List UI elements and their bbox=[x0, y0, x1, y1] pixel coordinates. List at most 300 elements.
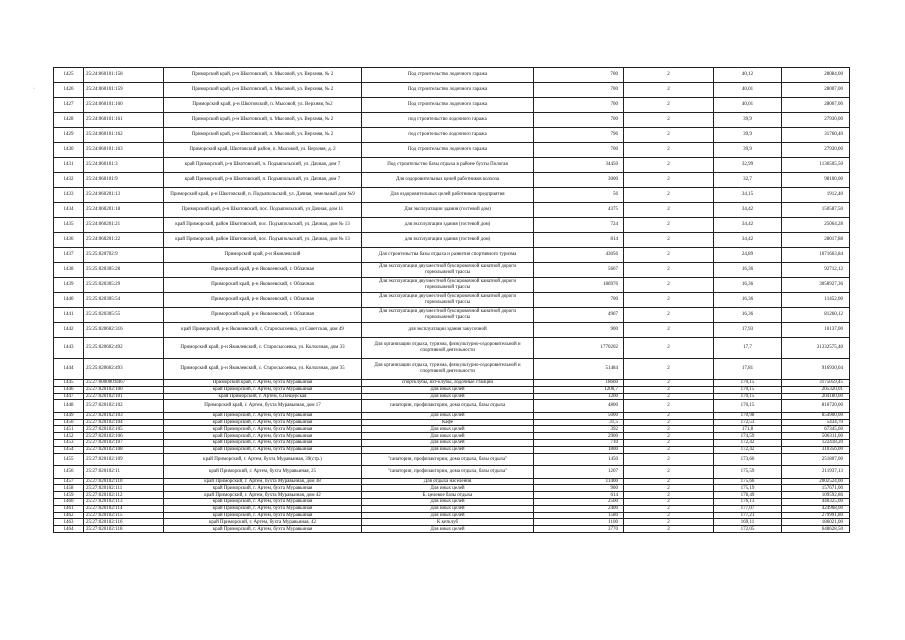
cell-cadastral-number: 25:24:060201:21 bbox=[84, 218, 164, 233]
cell-cadastral-number: 25:27:020102:103 bbox=[84, 412, 164, 419]
cell-row-number: 1455 bbox=[54, 453, 84, 466]
cell-cadastral-number: 25:27:020102:116 bbox=[84, 519, 164, 526]
cell-category-code: 2 bbox=[624, 293, 714, 308]
cell-category-code: 2 bbox=[624, 393, 714, 400]
cell-permitted-use: Для эксплуатации двухместной буксировочной канатной дороги горнолыжной трассы bbox=[362, 308, 534, 323]
cell-cadastral-number: 25:27:020102:104 bbox=[84, 419, 164, 426]
cell-specific-value: 170,15 bbox=[714, 386, 782, 393]
table-row bbox=[54, 426, 850, 433]
cell-area: 4967 bbox=[534, 308, 624, 323]
cell-address: край Приморский, район Шкотовский, пос. Подъяпольский, ул. Дачная, дом № 13 bbox=[164, 233, 362, 248]
cell-cadastral-number: 25:25:020702:9 bbox=[84, 248, 164, 263]
cell-permitted-use: Для иных целей bbox=[362, 485, 534, 492]
cell-permitted-use: под строительство лодочного гаража bbox=[362, 128, 534, 143]
cell-area: 900 bbox=[534, 323, 624, 338]
cell-cadastral-number: 25:25:020602:316 bbox=[84, 323, 164, 338]
table-row bbox=[54, 386, 850, 393]
cell-address: край Приморский, р-н Шкотовский, п. Подъяпольский, ул. Дачная, дом 7 bbox=[164, 158, 362, 173]
cell-permitted-use: санатории, профилактории, дома отдыха, базы отдыха bbox=[362, 400, 534, 413]
cell-category-code: 2 bbox=[624, 278, 714, 293]
cell-area: 700 bbox=[534, 293, 624, 308]
table-row bbox=[54, 519, 850, 526]
cell-category-code: 2 bbox=[624, 113, 714, 128]
cell-row-number: 1461 bbox=[54, 505, 84, 512]
cell-address: край Приморский, г. Артем, бухта Муравьиная bbox=[164, 446, 362, 453]
cell-specific-value: 40,01 bbox=[714, 98, 782, 113]
cell-specific-value: 16,36 bbox=[714, 308, 782, 323]
cell-cadastral-number: 25:27:020102:107 bbox=[84, 440, 164, 447]
cell-address: Приморский край, р-н Шкотовский, п. Мысовой, ул. Верхняя, № 2 bbox=[164, 68, 362, 83]
cell-row-number: 1446 bbox=[54, 386, 84, 393]
table-row bbox=[54, 143, 850, 158]
table-row bbox=[54, 492, 850, 499]
cell-area: 1207 bbox=[534, 466, 624, 479]
table-row bbox=[54, 400, 850, 413]
table-row bbox=[54, 128, 850, 143]
cell-area: 1206,7 bbox=[534, 386, 624, 393]
cell-cadastral-number: 25:27:020102:110 bbox=[84, 478, 164, 485]
table-row bbox=[54, 248, 850, 263]
cell-cadastral-value: 67345,60 bbox=[782, 426, 850, 433]
cell-cadastral-value: 150587,50 bbox=[782, 203, 850, 218]
cell-cadastral-value: 204180,00 bbox=[782, 393, 850, 400]
cell-category-code: 2 bbox=[624, 128, 714, 143]
table-row bbox=[54, 446, 850, 453]
cell-area: 4800 bbox=[534, 400, 624, 413]
cell-row-number: 1457 bbox=[54, 478, 84, 485]
cell-cadastral-number: 25:24:060201:18 bbox=[84, 203, 164, 218]
cell-cadastral-value: 251807,00 bbox=[782, 453, 850, 466]
cell-row-number: 1430 bbox=[54, 143, 84, 158]
cell-cadastral-value: 1071663,84 bbox=[782, 248, 850, 263]
cell-permitted-use: для эксплуатации здания (гостевой дом) bbox=[362, 233, 534, 248]
cell-permitted-use: Для иных целей bbox=[362, 440, 534, 447]
cell-cadastral-value: 27930,00 bbox=[782, 113, 850, 128]
cell-category-code: 2 bbox=[624, 478, 714, 485]
cell-row-number: 1451 bbox=[54, 426, 84, 433]
cell-permitted-use: Для эксплуатации двухместной буксировочной канатной дороги горнолыжной трассы bbox=[362, 263, 534, 278]
cell-row-number: 1462 bbox=[54, 512, 84, 519]
cell-area: 3770 bbox=[534, 526, 624, 533]
cell-cadastral-value: 28017,88 bbox=[782, 233, 850, 248]
cell-category-code: 2 bbox=[624, 188, 714, 203]
cell-category-code: 2 bbox=[624, 323, 714, 338]
cell-specific-value: 40,01 bbox=[714, 83, 782, 98]
cell-cadastral-number: 25:24:060101:158 bbox=[84, 68, 164, 83]
cell-cadastral-number: 25:24:060201:22 bbox=[84, 233, 164, 248]
cell-row-number: 1452 bbox=[54, 433, 84, 440]
cell-row-number: 1438 bbox=[54, 263, 84, 278]
cell-cadastral-number: 25:24:060101:162 bbox=[84, 128, 164, 143]
cell-category-code: 2 bbox=[624, 68, 714, 83]
cell-cadastral-number: 25:27:020102:118 bbox=[84, 526, 164, 533]
cell-address: Приморский край, р-н Яковлевский, г. Облачная bbox=[164, 308, 362, 323]
cell-area: 700 bbox=[534, 98, 624, 113]
cell-permitted-use: Для иных целей bbox=[362, 499, 534, 506]
cell-specific-value: 176,13 bbox=[714, 499, 782, 506]
cell-address: край Приморский, г. Артем, бухта Муравьиная bbox=[164, 440, 362, 447]
cell-area: 1450 bbox=[534, 453, 624, 466]
cell-cadastral-number: 25:27:020102:115 bbox=[84, 512, 164, 519]
cell-cadastral-value: 205320,01 bbox=[782, 386, 850, 393]
cell-address: Приморский край, р-н Яковлевский, г. Облачная bbox=[164, 278, 362, 293]
cell-specific-value: 34,42 bbox=[714, 203, 782, 218]
cell-cadastral-number: 25:27:020102:108 bbox=[84, 446, 164, 453]
cell-area: 1200 bbox=[534, 393, 624, 400]
cell-address: край Приморский, р-н Шкотовский, п. Подъяпольский, ул. Дачная, дом 7 bbox=[164, 173, 362, 188]
cell-cadastral-number: 25:27:020102:109 bbox=[84, 453, 164, 466]
cell-area: 1580 bbox=[534, 512, 624, 519]
cell-address: край Приморский, г. Артем, бухта Муравьиная bbox=[164, 485, 362, 492]
cell-specific-value: 39,9 bbox=[714, 143, 782, 158]
cell-category-code: 2 bbox=[624, 386, 714, 393]
table-row bbox=[54, 263, 850, 278]
cell-cadastral-value: 1136505,50 bbox=[782, 158, 850, 173]
cell-row-number: 1448 bbox=[54, 400, 84, 413]
table-row bbox=[54, 466, 850, 479]
cell-address: край Приморский, г. Артем, бухта Муравьиная bbox=[164, 419, 362, 426]
cell-specific-value: 17,7 bbox=[714, 338, 782, 359]
cell-row-number: 1454 bbox=[54, 446, 84, 453]
cell-permitted-use: Для организации отдыха, туризма, физкультурно-оздоровительной и спортивной деятельности bbox=[362, 359, 534, 380]
cell-permitted-use: Для иных целей bbox=[362, 446, 534, 453]
table-row bbox=[54, 113, 850, 128]
cell-area: 700 bbox=[534, 113, 624, 128]
cell-specific-value: 169,11 bbox=[714, 519, 782, 526]
cell-cadastral-value: 109592,86 bbox=[782, 492, 850, 499]
cell-row-number: 1444 bbox=[54, 359, 84, 380]
cell-cadastral-value: 28007,00 bbox=[782, 98, 850, 113]
cell-address: Приморский край, р-н Яковлевский, г. Облачная bbox=[164, 263, 362, 278]
cell-permitted-use: для эксплуатации здания (гостевой дом) bbox=[362, 218, 534, 233]
cell-cadastral-number: 25:27:020102:102 bbox=[84, 400, 164, 413]
cell-row-number: 1437 bbox=[54, 248, 84, 263]
cell-specific-value: 17,93 bbox=[714, 323, 782, 338]
cell-area: 34450 bbox=[534, 158, 624, 173]
cell-area: 2400 bbox=[534, 505, 624, 512]
cell-cadastral-number: 25:25:020602:492 bbox=[84, 338, 164, 359]
cell-area: 814 bbox=[534, 233, 624, 248]
cell-cadastral-number: 25:24:060201:13 bbox=[84, 188, 164, 203]
cell-address: Приморский край, р-н Яковлевский, с. Старосысоевка, ул. Колхозная, дом 35 bbox=[164, 359, 362, 380]
cell-address: край Приморский, г. Артем, бухта Муравьиная, 42 bbox=[164, 519, 362, 526]
cell-address: Приморский край, р-н Яковлевский bbox=[164, 248, 362, 263]
cell-row-number: 1447 bbox=[54, 393, 84, 400]
table-row bbox=[54, 188, 850, 203]
table-row bbox=[54, 505, 850, 512]
cell-permitted-use: спортклубы, яхт-клубы, лодочные станции bbox=[362, 380, 534, 387]
cell-permitted-use: Для оздоровительных целей работников предприятия bbox=[362, 188, 534, 203]
cell-row-number: 1427 bbox=[54, 98, 84, 113]
cell-area: 724 bbox=[534, 218, 624, 233]
cell-category-code: 2 bbox=[624, 519, 714, 526]
table-row bbox=[54, 512, 850, 519]
table-row bbox=[54, 323, 850, 338]
cell-cadastral-number: 25:27:020102:100 bbox=[84, 386, 164, 393]
cell-address: край Приморский, г. Артем, бухта Муравьиная bbox=[164, 426, 362, 433]
table-row bbox=[54, 393, 850, 400]
cell-row-number: 1433 bbox=[54, 188, 84, 203]
cell-address: Приморский край, р-н Шкотовский, пос. Подъяпольский, ул Дачная, дом 11 bbox=[164, 203, 362, 218]
cell-area: 1100 bbox=[534, 519, 624, 526]
cell-cadastral-number: 25:27:020102:105 bbox=[84, 426, 164, 433]
cell-row-number: 1440 bbox=[54, 293, 84, 308]
cell-specific-value: 32,7 bbox=[714, 173, 782, 188]
table-row bbox=[54, 173, 850, 188]
cell-cadastral-value: 916930,04 bbox=[782, 359, 850, 380]
table-row bbox=[54, 218, 850, 233]
cell-permitted-use: Для оздоровительных целей работников колхоза bbox=[362, 173, 534, 188]
table-row bbox=[54, 308, 850, 323]
cell-row-number: 1439 bbox=[54, 278, 84, 293]
cell-address: Приморский край, г. Артем, бухта Муравьиная bbox=[164, 380, 362, 387]
cell-cadastral-value: 424968,00 bbox=[782, 505, 850, 512]
cell-category-code: 2 bbox=[624, 412, 714, 419]
cell-address: Приморский край, р-н Яковлевский, г. Облачная bbox=[164, 293, 362, 308]
cell-row-number: 1435 bbox=[54, 218, 84, 233]
cell-row-number: 1434 bbox=[54, 203, 84, 218]
cell-address: край Приморский, г. Артем, бухта Муравьиная, 25 bbox=[164, 466, 362, 479]
cell-specific-value: 177,21 bbox=[714, 512, 782, 519]
cell-address: край Приморский, г. Артем, бухта Муравьиная bbox=[164, 412, 362, 419]
cell-cadastral-value: 506311,00 bbox=[782, 433, 850, 440]
cell-specific-value: 171,8 bbox=[714, 426, 782, 433]
cell-address: Приморский край, р-н Шкотовский, п. Мысовой, ул. Верхняя, № 2 bbox=[164, 113, 362, 128]
cell-row-number: 1429 bbox=[54, 128, 84, 143]
cell-area: 11400 bbox=[534, 478, 624, 485]
cell-cadastral-number: 25:27:020102:114 bbox=[84, 505, 164, 512]
cell-category-code: 2 bbox=[624, 446, 714, 453]
cell-category-code: 2 bbox=[624, 512, 714, 519]
table-row bbox=[54, 359, 850, 380]
table-row bbox=[54, 233, 850, 248]
cell-area: 2500 bbox=[534, 499, 624, 506]
margin-mark: · bbox=[33, 86, 35, 92]
cell-address: край Приморский, г. Артем, бухта Муравьиная bbox=[164, 526, 362, 533]
cell-specific-value: 173,66 bbox=[714, 453, 782, 466]
cell-area: 3000 bbox=[534, 173, 624, 188]
cell-specific-value: 16,36 bbox=[714, 278, 782, 293]
cell-cadastral-number: 25:24:060101:9 bbox=[84, 173, 164, 188]
cell-area: 31,5 bbox=[534, 419, 624, 426]
table-row bbox=[54, 338, 850, 359]
table-row bbox=[54, 380, 850, 387]
cell-cadastral-value: 816720,00 bbox=[782, 400, 850, 413]
cell-cadastral-number: 25:24:060101:3 bbox=[84, 158, 164, 173]
cell-area: 614 bbox=[534, 492, 624, 499]
cell-category-code: 2 bbox=[624, 419, 714, 426]
cell-area: 56 bbox=[534, 188, 624, 203]
cell-row-number: 1456 bbox=[54, 466, 84, 479]
cell-area: 392 bbox=[534, 426, 624, 433]
cell-area: 2900 bbox=[534, 433, 624, 440]
cell-permitted-use: Под строительство лодочного гаража bbox=[362, 143, 534, 158]
cell-category-code: 2 bbox=[624, 453, 714, 466]
cell-cadastral-number: 25:27:020102:111 bbox=[84, 485, 164, 492]
cell-specific-value: 17,81 bbox=[714, 359, 782, 380]
cell-specific-value: 174,59 bbox=[714, 433, 782, 440]
cell-specific-value: 170,15 bbox=[714, 400, 782, 413]
cell-cadastral-number: 25:25:020602:493 bbox=[84, 359, 164, 380]
cell-address: край Приморский, г. Артем, бухта Муравьиная bbox=[164, 512, 362, 519]
table-row bbox=[54, 293, 850, 308]
cell-permitted-use: Для иных целей bbox=[362, 426, 534, 433]
cell-category-code: 2 bbox=[624, 433, 714, 440]
cell-specific-value: 170,15 bbox=[714, 393, 782, 400]
cell-address: край Приморский, г. Артем, бухта Муравьиная, дом 38 bbox=[164, 478, 362, 485]
table-row bbox=[54, 419, 850, 426]
cell-cadastral-value: 3058927,36 bbox=[782, 278, 850, 293]
table-row bbox=[54, 278, 850, 293]
cell-cadastral-number: 25:27:020102:11 bbox=[84, 466, 164, 479]
cell-cadastral-value: 211937,13 bbox=[782, 466, 850, 479]
cell-cadastral-value: 81260,12 bbox=[782, 308, 850, 323]
cell-address: Приморский край, р-н Шкотовский, п. Подъяпольский, ул. Дачная, земельный дом №9 bbox=[164, 188, 362, 203]
cell-category-code: 2 bbox=[624, 505, 714, 512]
cell-cadastral-value: 440325,00 bbox=[782, 499, 850, 506]
cell-permitted-use: Для иных целей bbox=[362, 386, 534, 393]
cell-category-code: 2 bbox=[624, 308, 714, 323]
cell-category-code: 2 bbox=[624, 380, 714, 387]
cell-specific-value: 172,05 bbox=[714, 526, 782, 533]
cell-area: 18660 bbox=[534, 380, 624, 387]
cell-specific-value: 175,66 bbox=[714, 478, 782, 485]
cell-specific-value: 178,49 bbox=[714, 492, 782, 499]
cell-cadastral-value: 31760,40 bbox=[782, 128, 850, 143]
cell-cadastral-value: 2002524,00 bbox=[782, 478, 850, 485]
cell-permitted-use: Для иных целей bbox=[362, 433, 534, 440]
cell-cadastral-value: 1912,40 bbox=[782, 188, 850, 203]
cell-permitted-use: Под строительство базы отдыха в районе бухты Пологая bbox=[362, 158, 534, 173]
cell-category-code: 2 bbox=[624, 492, 714, 499]
cell-cadastral-value: 31332575,40 bbox=[782, 338, 850, 359]
cell-category-code: 2 bbox=[624, 359, 714, 380]
cell-address: край Приморский, г. Артем, бухта Муравьиная bbox=[164, 433, 362, 440]
cell-row-number: 1442 bbox=[54, 323, 84, 338]
table-row bbox=[54, 98, 850, 113]
cell-cadastral-value: 279991,80 bbox=[782, 512, 850, 519]
cell-category-code: 2 bbox=[624, 98, 714, 113]
cell-cadastral-number: 25:25:020305:28 bbox=[84, 263, 164, 278]
cell-area: 700 bbox=[534, 68, 624, 83]
cell-row-number: 1449 bbox=[54, 412, 84, 419]
cell-address: Приморский край, Шкотовский район, п. Мысовой, ул. Верхняя, д. 2 bbox=[164, 143, 362, 158]
cell-area: 1800 bbox=[534, 446, 624, 453]
table-row bbox=[54, 526, 850, 533]
cell-cadastral-value: 98100,00 bbox=[782, 173, 850, 188]
table-row bbox=[54, 453, 850, 466]
cell-address: край Приморский, г. Артем, бухта Муравьиная bbox=[164, 499, 362, 506]
table-row bbox=[54, 203, 850, 218]
cell-cadastral-number: 25:25:020305:29 bbox=[84, 278, 164, 293]
cell-permitted-use: К кетклуб bbox=[362, 519, 534, 526]
cell-category-code: 2 bbox=[624, 263, 714, 278]
cell-category-code: 2 bbox=[624, 248, 714, 263]
cell-cadastral-value: 16137,00 bbox=[782, 323, 850, 338]
cell-cadastral-number: 25:27:020102:101 bbox=[84, 393, 164, 400]
table-row bbox=[54, 485, 850, 492]
cell-row-number: 1463 bbox=[54, 519, 84, 526]
cell-permitted-use: Для эксплуатации здания (гостевой дом) bbox=[362, 203, 534, 218]
table-row bbox=[54, 433, 850, 440]
cell-address: Приморский край, р-н Шкотовский, п. Мысовой, ул. Верхняя, № 2 bbox=[164, 128, 362, 143]
cell-address: край Приморский, г. Артем, бухта Муравьиная, 39(стр.) bbox=[164, 453, 362, 466]
cell-permitted-use: "санатории, профилактории, дома отдыха, базы отдыха" bbox=[362, 453, 534, 466]
cell-row-number: 1450 bbox=[54, 419, 84, 426]
cell-row-number: 1459 bbox=[54, 492, 84, 499]
cell-category-code: 2 bbox=[624, 218, 714, 233]
cell-cadastral-value: 186021,00 bbox=[782, 519, 850, 526]
cell-specific-value: 40,12 bbox=[714, 68, 782, 83]
cell-row-number: 1464 bbox=[54, 526, 84, 533]
table-row bbox=[54, 499, 850, 506]
cell-permitted-use: Под строительство лодочного гаража bbox=[362, 68, 534, 83]
table-row bbox=[54, 68, 850, 83]
cell-row-number: 1458 bbox=[54, 485, 84, 492]
cell-address: край Приморский, г. Артем, б.Пещерская bbox=[164, 393, 362, 400]
cell-area: 1770202 bbox=[534, 338, 624, 359]
cell-permitted-use: Для эксплуатации двухместной буксировочной канатной дороги горнолыжной трассы bbox=[362, 293, 534, 308]
cell-row-number: 1453 bbox=[54, 440, 84, 447]
cell-category-code: 2 bbox=[624, 143, 714, 158]
cell-row-number: 1436 bbox=[54, 233, 84, 248]
cell-address: край Приморский, район Шкотовский, пос. Подъяпольский, ул. Дачная, дом № 13 bbox=[164, 218, 362, 233]
cell-permitted-use: Под строительство лодочного гаража bbox=[362, 83, 534, 98]
cell-permitted-use: для эксплуатации здания закусочной bbox=[362, 323, 534, 338]
cell-area: 700 bbox=[534, 83, 624, 98]
cell-permitted-use: Для иных целей bbox=[362, 412, 534, 419]
cell-area: 900 bbox=[534, 485, 624, 492]
cell-cadastral-value: 3175059,45 bbox=[782, 380, 850, 387]
cell-address: Приморский край, г. Артем, бухта Муравьиная, дом 17 bbox=[164, 400, 362, 413]
cell-area: 5000 bbox=[534, 412, 624, 419]
cell-area: 796 bbox=[534, 128, 624, 143]
cell-cadastral-number: 25:25:020305:54 bbox=[84, 293, 164, 308]
cell-row-number: 1443 bbox=[54, 338, 84, 359]
cell-cadastral-value: 27930,00 bbox=[782, 143, 850, 158]
cell-permitted-use: Для отдыха населения bbox=[362, 478, 534, 485]
cell-row-number: 1460 bbox=[54, 499, 84, 506]
cell-cadastral-value: 28007,00 bbox=[782, 83, 850, 98]
cell-cadastral-value: 25064,28 bbox=[782, 218, 850, 233]
cell-permitted-use: Для иных целей bbox=[362, 526, 534, 533]
cell-specific-value: 170,15 bbox=[714, 380, 782, 387]
cell-address: край Приморский, г. Артем, бухта Муравьиная, дом 42 bbox=[164, 492, 362, 499]
cell-address: край Приморский, г. Артем, бухта Муравьиная bbox=[164, 386, 362, 393]
cell-specific-value: 34,42 bbox=[714, 233, 782, 248]
cell-specific-value: 16,36 bbox=[714, 263, 782, 278]
table-row bbox=[54, 440, 850, 447]
cell-area: 700 bbox=[534, 143, 624, 158]
cell-cadastral-value: 11452,00 bbox=[782, 293, 850, 308]
cell-cadastral-number: 25:24:060101:160 bbox=[84, 98, 164, 113]
cell-row-number: 1432 bbox=[54, 173, 84, 188]
cell-category-code: 2 bbox=[624, 233, 714, 248]
cell-cadastral-value: 28084,00 bbox=[782, 68, 850, 83]
cell-permitted-use: Для иных целей bbox=[362, 512, 534, 519]
cell-row-number: 1445 bbox=[54, 380, 84, 387]
table-row bbox=[54, 158, 850, 173]
cell-specific-value: 24,89 bbox=[714, 248, 782, 263]
cell-specific-value: 16,36 bbox=[714, 293, 782, 308]
cell-area: 5667 bbox=[534, 263, 624, 278]
cell-category-code: 2 bbox=[624, 203, 714, 218]
cell-category-code: 2 bbox=[624, 173, 714, 188]
cell-permitted-use: Для иных целей bbox=[362, 505, 534, 512]
cell-cadastral-number: 25:24:060101:159 bbox=[84, 83, 164, 98]
cell-category-code: 2 bbox=[624, 400, 714, 413]
land-plots-table bbox=[53, 67, 850, 533]
